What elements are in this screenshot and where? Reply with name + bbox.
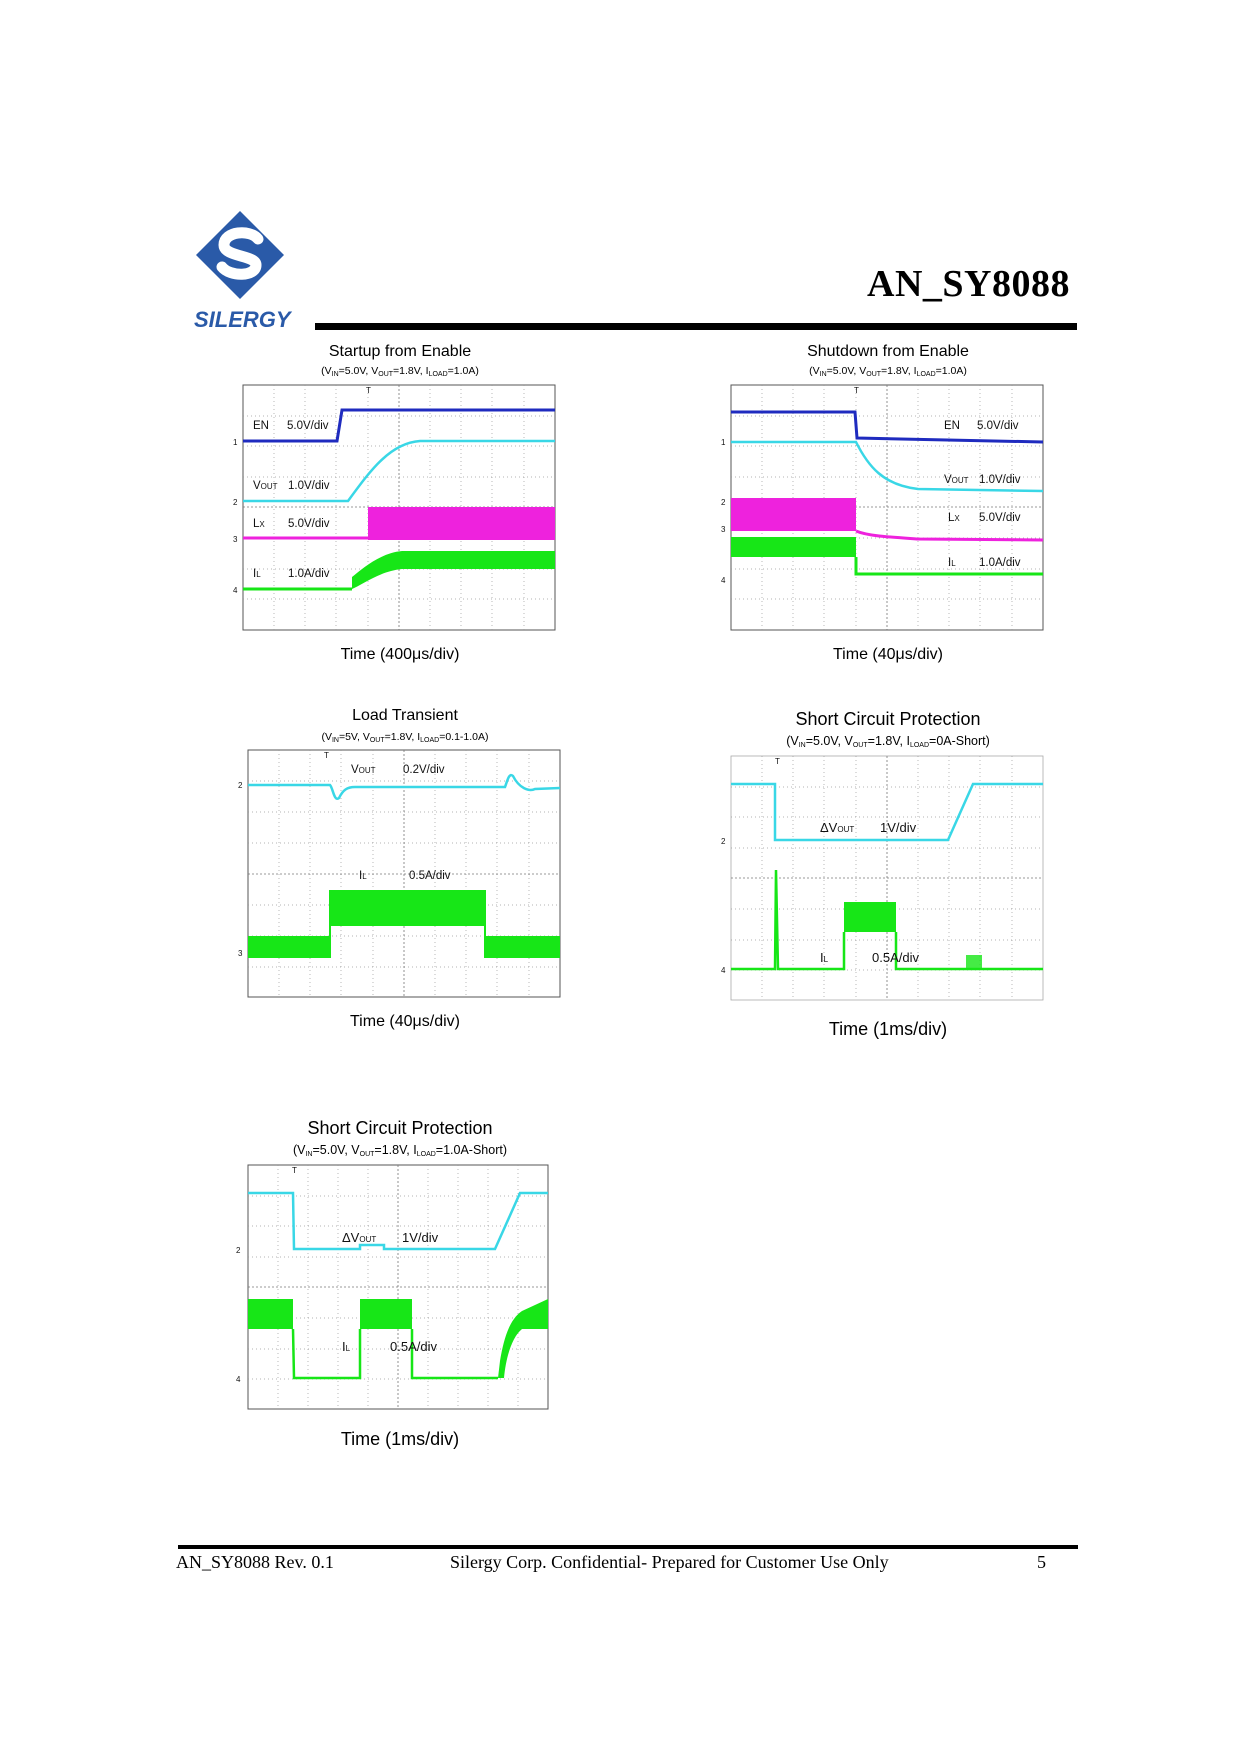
time-axis-label: Time (400μs/div) <box>340 646 460 663</box>
figure-conditions: ($V_{IN}=5V$, $V_{OUT}=1.8V$, $I_{LOAD}=0.1-1.0A$) <box>321 731 489 744</box>
label-vout-scale: 1.0V/div <box>979 474 1021 486</box>
label-lx-scale: 5.0V/div <box>979 512 1021 524</box>
label-dvout: ΔVOUT <box>820 820 855 835</box>
figure-short-circuit-0a <box>718 707 1058 1047</box>
label-vout-scale: 0.2V/div <box>403 764 445 776</box>
svg-text:T: T <box>775 757 780 766</box>
svg-text:1: 1 <box>721 438 726 447</box>
label-il-scale: 0.5A/div <box>872 950 919 965</box>
figure-short-circuit-1a <box>230 1116 570 1456</box>
figure-shutdown <box>718 343 1058 673</box>
label-vout: VOUT <box>253 480 278 492</box>
svg-text:2: 2 <box>233 498 238 507</box>
svg-text:T: T <box>324 751 329 760</box>
document-title: AN_SY8088 <box>867 263 1070 305</box>
header-rule <box>315 323 1077 330</box>
time-axis-label: Time (40μs/div) <box>833 646 943 663</box>
label-vout: VOUT <box>944 474 969 486</box>
figure-conditions: ($V_{IN}=5.0V$, $V_{OUT}=1.8V$, $I_{LOAD}=1.0A$) <box>809 365 967 378</box>
svg-text:3: 3 <box>233 535 238 544</box>
scope-screen <box>230 1161 560 1411</box>
svg-text:4: 4 <box>236 1375 241 1384</box>
label-lx-scale: 5.0V/div <box>288 518 330 530</box>
label-il-scale: 0.5A/div <box>390 1339 437 1354</box>
time-axis-label: Time (40μs/div) <box>350 1013 460 1030</box>
svg-text:2: 2 <box>721 498 726 507</box>
svg-text:2: 2 <box>721 837 726 846</box>
svg-text:2: 2 <box>236 1246 241 1255</box>
svg-text:T: T <box>292 1166 297 1175</box>
time-axis-label: Time (1ms/div) <box>340 1429 460 1449</box>
figure-title: Startup from Enable <box>328 343 472 360</box>
label-il: IL <box>820 950 829 965</box>
label-en-scale: 5.0V/div <box>977 420 1019 432</box>
logo-text: SILERGY <box>194 307 291 332</box>
figure-title: Short Circuit Protection <box>795 709 981 729</box>
svg-text:3: 3 <box>238 949 243 958</box>
label-dvout-scale: 1V/div <box>402 1230 439 1245</box>
svg-text:4: 4 <box>233 586 238 595</box>
label-il: IL <box>253 568 261 580</box>
footer-confidential: Silergy Corp. Confidential- Prepared for Customer Use Only <box>450 1552 889 1572</box>
time-axis-label: Time (1ms/div) <box>828 1019 948 1039</box>
footer-rule <box>178 1545 1078 1549</box>
svg-text:4: 4 <box>721 576 726 585</box>
figure-conditions: ($V_{IN}=5.0V$, $V_{OUT}=1.8V$, $I_{LOAD}=1.0A$) <box>321 365 479 378</box>
figure-startup <box>230 343 570 673</box>
figure-title: Load Transient <box>352 707 458 724</box>
label-il: IL <box>359 870 367 882</box>
label-il-scale: 1.0A/div <box>979 557 1021 569</box>
label-lx: LX <box>948 512 960 524</box>
svg-text:3: 3 <box>721 525 726 534</box>
page-number: 5 <box>1037 1552 1046 1572</box>
figure-title: Shutdown from Enable <box>807 343 969 360</box>
svg-text:4: 4 <box>721 966 726 975</box>
figure-conditions: ($V_{IN}=5.0V$, $V_{OUT}=1.8V$, $I_{LOAD}=0A-Short$) <box>786 734 990 749</box>
label-dvout: ΔVOUT <box>342 1230 377 1245</box>
label-il: IL <box>342 1339 351 1354</box>
label-lx: LX <box>253 518 265 530</box>
svg-text:T: T <box>854 386 859 395</box>
label-en: EN <box>944 420 960 432</box>
label-il-scale: 1.0A/div <box>288 568 330 580</box>
scope-screen <box>230 381 560 631</box>
svg-text:2: 2 <box>238 781 243 790</box>
label-en: EN <box>253 420 269 432</box>
footer-revision: AN_SY8088 Rev. 0.1 <box>176 1552 334 1572</box>
silergy-logo <box>190 205 300 335</box>
scope-screen <box>718 381 1048 631</box>
label-il-scale: 0.5A/div <box>409 870 451 882</box>
label-vout: VOUT <box>351 764 376 776</box>
label-dvout-scale: 1V/div <box>880 820 917 835</box>
svg-text:T: T <box>366 386 371 395</box>
label-vout-scale: 1.0V/div <box>288 480 330 492</box>
scope-screen <box>235 746 565 998</box>
figure-title: Short Circuit Protection <box>307 1118 493 1138</box>
label-il: IL <box>948 557 956 569</box>
figure-load-transient <box>235 707 575 1037</box>
svg-text:1: 1 <box>233 438 238 447</box>
figure-conditions: ($V_{IN}=5.0V$, $V_{OUT}=1.8V$, $I_{LOAD}=1.0A-Short$) <box>292 1143 508 1158</box>
scope-screen <box>718 752 1048 1002</box>
label-en-scale: 5.0V/div <box>287 420 329 432</box>
